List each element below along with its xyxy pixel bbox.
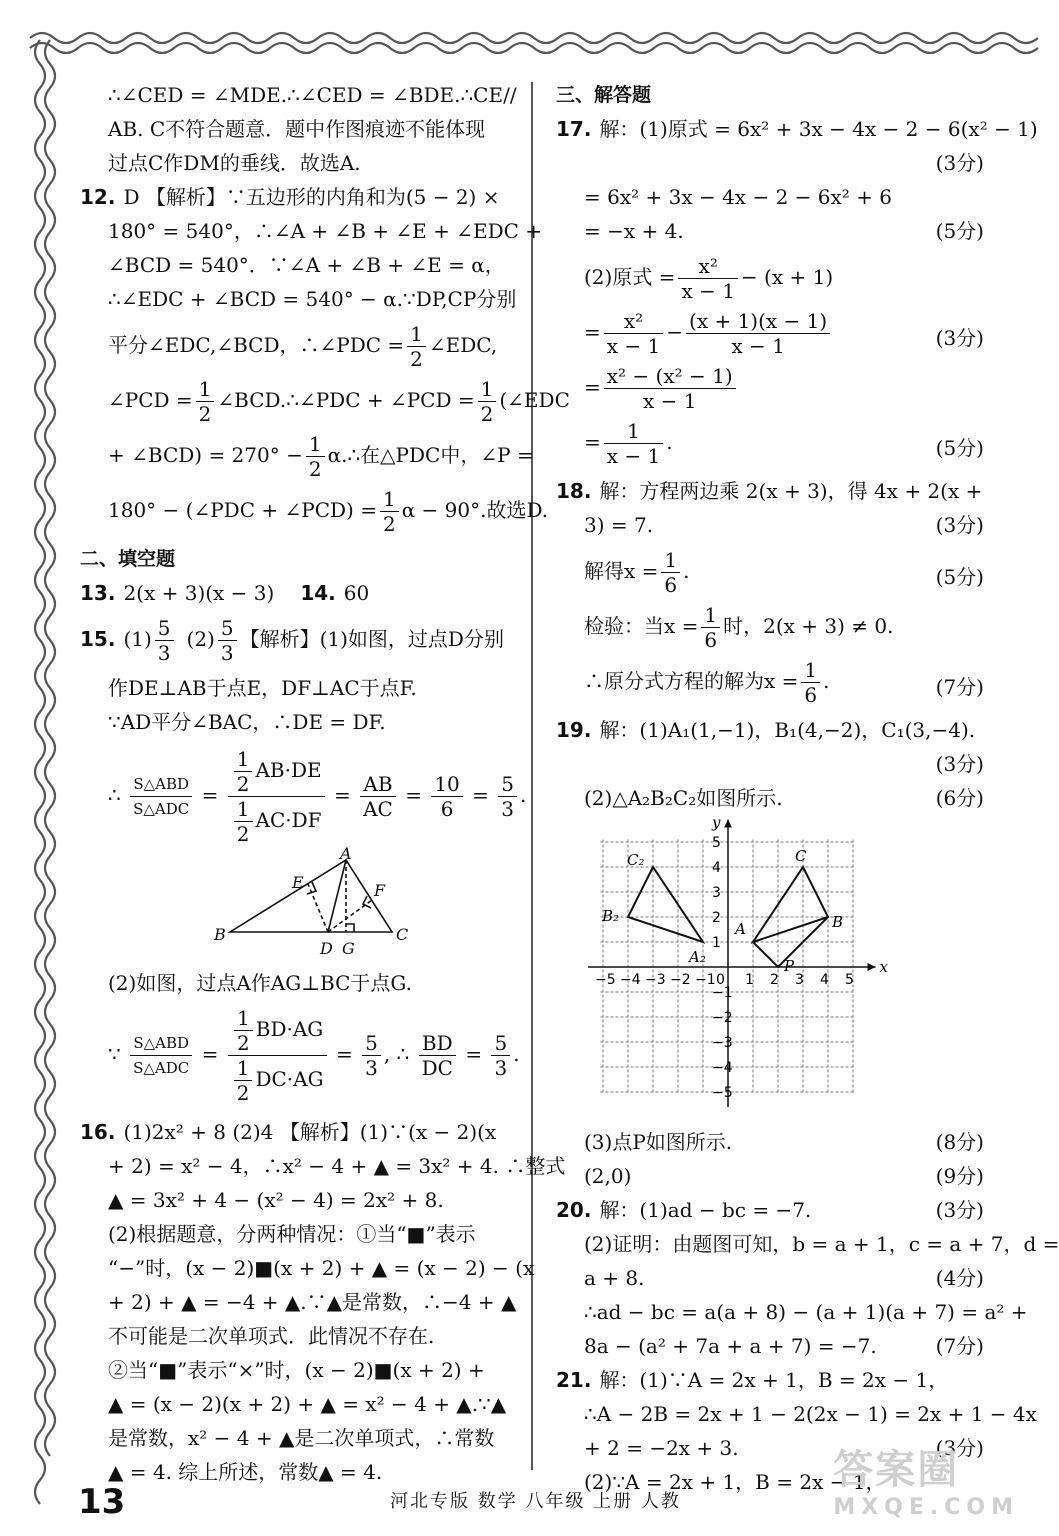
score: (5分): [935, 219, 984, 243]
frac-num: 1: [701, 603, 720, 628]
score: (5分): [935, 565, 984, 589]
equals: =: [584, 320, 601, 344]
period: .: [823, 669, 830, 693]
q12-text-7b: α.∴在△PDC中，∠P =: [327, 443, 534, 467]
q18-text-2: 3) = 7.: [584, 513, 654, 537]
y-tick-label: −4: [712, 1060, 733, 1076]
minus: −: [666, 320, 684, 344]
q14-answer: 60: [343, 581, 370, 605]
score: (5分): [935, 436, 984, 460]
q20-text-3: a + 8.: [584, 1266, 645, 1290]
half-fraction: [234, 1056, 253, 1105]
q12-line-2: 180° = 540°，∴∠A + ∠B + ∠E + ∠EDC +: [108, 219, 543, 243]
q18-text-4b: 时，2(x + 3) ≠ 0.: [723, 614, 894, 638]
label-c: C: [396, 925, 409, 944]
q12-line-6: [80, 377, 570, 426]
frac-num: [228, 1006, 327, 1056]
period: .: [683, 559, 690, 583]
x-tick-label: 2: [770, 972, 779, 988]
score: (7分): [935, 1334, 984, 1358]
q20-text-1: 解：(1)ad − bc = −7.: [599, 1198, 812, 1222]
dc-ag: DC·AG: [255, 1067, 324, 1091]
q13-number: 13.: [80, 581, 116, 605]
q12-text-7a: + ∠BCD) = 270° −: [108, 443, 303, 467]
score: (6分): [935, 786, 984, 810]
half-fraction: [380, 487, 399, 536]
q17-text-4b: − (x + 1): [740, 265, 834, 289]
section-solutions: 三、解答题: [556, 84, 652, 106]
x2-over-xm1: [604, 309, 663, 358]
point-b2-label: B₂: [602, 907, 620, 925]
point-c2-label: C₂: [627, 851, 645, 869]
q19-number: 19.: [556, 718, 592, 742]
q19-text-2: (2)△A₂B₂C₂如图所示.: [584, 786, 783, 810]
because-sign: ∵: [108, 1042, 121, 1066]
frac-den: 2: [236, 822, 250, 846]
y-axis-arrow: [724, 820, 732, 828]
q16-line-9: ▲ = (x − 2)(x + 2) + ▲ = x² − 4 + ▲.∵▲: [108, 1392, 507, 1416]
q20-text-5: 8a − (a² + 7a + a + 7) = −7.: [584, 1334, 877, 1358]
half-fraction: [196, 377, 215, 426]
q12-line-4: ∴∠EDC + ∠BCD = 540° − α.∵DP,CP分别: [108, 287, 517, 311]
y-tick-label: 5: [712, 835, 721, 851]
frac-num: 1: [661, 548, 680, 573]
watermark-logo: [833, 1438, 1019, 1520]
q18-text-5: ∴原分式方程的解为x =: [584, 669, 799, 693]
q20-line-3: [556, 1261, 988, 1295]
x-axis-arrow: [868, 963, 876, 971]
q16-line-8: ②当“■”表示“×”时，(x − 2)■(x + 2) +: [108, 1358, 485, 1382]
q21-line-2: ∴A − 2B = 2x + 1 − 2(2x − 1) = 2x + 1 − 4x: [584, 1402, 1037, 1426]
equals: =: [335, 1042, 353, 1066]
frac-den: x − 1: [731, 334, 785, 358]
x-tick-label: −5: [595, 972, 616, 988]
q15-ratio-1: [80, 747, 527, 846]
q15-number: 15.: [80, 627, 116, 651]
x-tick-label: −3: [645, 972, 666, 988]
frac-num: S△ABD: [130, 1031, 192, 1056]
period: .: [666, 430, 673, 454]
q15-line-1: [80, 616, 512, 665]
q12-text-6a: ∠PCD =: [108, 388, 193, 412]
q17-line-6: [556, 364, 988, 413]
q16-line-4: (2)根据题意，分两种情况：①当“■”表示: [108, 1222, 476, 1246]
score: (4分): [935, 1266, 984, 1290]
score: (3分): [935, 752, 984, 776]
q12-text-5a: 平分∠EDC,∠BCD，∴∠PDC =: [108, 333, 405, 357]
score: (9分): [935, 1164, 984, 1188]
ab-de: AB·DE: [255, 758, 322, 782]
point-p-label: P: [784, 957, 795, 975]
q17-text-3: = −x + 4.: [584, 219, 684, 243]
origin-label: 0: [716, 972, 725, 988]
bd-dc-ratio: [419, 1031, 456, 1080]
product-over-xm1: [686, 309, 830, 358]
q17-line-7: [556, 419, 988, 468]
q20-number: 20.: [556, 1198, 592, 1222]
equals: =: [201, 1042, 219, 1066]
point-c-label: C: [795, 847, 807, 865]
q18-text-1: 解：方程两边乘 2(x + 3)，得 4x + 2(x +: [599, 479, 983, 503]
q15-text-1: 【解析】(1)如图，过点D分别: [239, 627, 504, 651]
triangle-abc: [230, 860, 392, 932]
x-tick-label: 4: [820, 972, 829, 988]
q12-line-1: [80, 180, 512, 214]
q15-line-3: ∵AD平分∠BAC，∴DE = DF.: [108, 710, 386, 734]
q16-line-10: 是常数，x² − 4 + ▲是二次单项式，∴常数: [108, 1426, 495, 1450]
frac-den: S△ADC: [133, 800, 190, 818]
q20-line-2: (2)证明：由题图可知，b = a + 1，c = a + 7，d =: [584, 1232, 1059, 1256]
book-info: 河北专版 数学 八年级 上册 人教: [390, 1491, 681, 1512]
q12-text-1: D 【解析】∵五边形的内角和为(5 − 2) ×: [123, 185, 500, 209]
frac-num: 1: [234, 1056, 253, 1081]
triangle-abc: [753, 867, 828, 942]
right-angle-g: [346, 924, 354, 932]
equals: =: [405, 783, 422, 807]
q21-line-4: (2)∵A = 2x + 1，B = 2x − 1，: [584, 1470, 886, 1494]
q15-line-2: 作DE⊥AB于点E，DF⊥AC于点F.: [108, 676, 417, 700]
q14-number: 14.: [300, 581, 336, 605]
y-tick-label: 2: [712, 910, 721, 926]
score: (3分): [935, 151, 984, 175]
x-tick-label: −2: [670, 972, 691, 988]
q18-number: 18.: [556, 479, 592, 503]
label-g: G: [342, 939, 355, 958]
frac-den: x − 1: [606, 444, 661, 468]
q19-line-3: [556, 1125, 988, 1159]
x2-over-xm1: [678, 254, 737, 303]
half-fraction: [478, 377, 497, 426]
q17-line-5: [556, 309, 988, 358]
area-formula-2: [228, 1006, 327, 1105]
q19-line-1: [556, 713, 988, 747]
triangle-figure: [80, 844, 512, 966]
frac-num: 1: [234, 797, 253, 822]
right-column: [556, 78, 1059, 1499]
frac-den: 6: [704, 628, 718, 652]
label-b: B: [214, 925, 226, 944]
area-ratio: [130, 1031, 192, 1080]
one-over-xm1: [604, 419, 663, 468]
q17-number: 17.: [556, 117, 592, 141]
frac-num: 1: [478, 377, 497, 402]
coordinate-grid: [556, 815, 988, 1125]
area-formula: [228, 747, 325, 846]
frame-left-wave: [35, 40, 45, 1504]
q17-line-4: [556, 254, 988, 303]
frac-num: 5: [155, 616, 174, 641]
segment-ad: [328, 860, 346, 932]
q17-line-2: = 6x² + 3x − 4x − 2 − 6x² + 6: [584, 185, 892, 209]
q20-line-5: [556, 1329, 988, 1363]
label-e: E: [292, 873, 304, 892]
frac-num: 5: [491, 1031, 510, 1056]
ab-ac-ratio: [360, 772, 396, 821]
q19-text-3: (3)点P如图所示.: [584, 1130, 733, 1154]
q21-line-1: [556, 1363, 988, 1397]
y-tick-label: 1: [712, 935, 721, 951]
q16-number: 16.: [80, 1120, 116, 1144]
y-tick-label: −2: [712, 1010, 733, 1026]
frac-den: 3: [365, 1056, 378, 1080]
point-b-label: B: [832, 913, 844, 931]
q15-answer2: [218, 616, 237, 665]
frac-num: 1: [380, 487, 399, 512]
watermark-url: MXQE.COM: [833, 1495, 1019, 1520]
frac-den: 2: [480, 402, 494, 426]
q12-line-3: ∠BCD = 540°．∵∠A + ∠B + ∠E = α，: [108, 253, 505, 277]
frac-num: AB: [360, 772, 396, 797]
half-fraction: [407, 322, 426, 371]
x-tick-label: −1: [695, 972, 716, 988]
equals: =: [465, 1042, 483, 1066]
frac-den: 2: [410, 347, 423, 371]
q15-answer1: [155, 616, 174, 665]
q12-line-7: [80, 432, 534, 481]
frac-den: AC: [363, 797, 393, 821]
q15-ratio-2: [80, 1006, 520, 1105]
frac-num: 1: [801, 658, 820, 683]
q13-answer: 2(x + 3)(x − 3): [123, 581, 275, 605]
q16-line-2: + 2) = x² − 4，∴x² − 4 + ▲ = 3x² + 4. ∴整式: [108, 1154, 566, 1178]
q16-line-6: + 2) + ▲ = −4 + ▲.∵▲是常数，∴−4 + ▲: [108, 1290, 517, 1314]
equals: =: [584, 375, 601, 399]
frac-den: 6: [664, 573, 678, 597]
frac-den: S△ADC: [133, 1059, 190, 1077]
half-fraction: [234, 747, 253, 796]
frac-den: x − 1: [642, 389, 697, 413]
frame-top-wave: [30, 33, 1038, 43]
q17-text-1: 解：(1)原式 = 6x² + 3x − 4x − 2 − 6(x² − 1): [599, 117, 1038, 141]
frac-den: 2: [236, 1081, 250, 1105]
equals: =: [584, 430, 601, 454]
equals: =: [333, 783, 351, 807]
frac-num: x² − (x² − 1): [604, 364, 736, 389]
frac-den: 3: [494, 1056, 508, 1080]
five-three: [362, 1031, 381, 1080]
frac-num: 1: [306, 432, 325, 457]
comma-therefore: , ∴: [383, 1042, 410, 1066]
q21-number: 21.: [556, 1368, 592, 1392]
frac-den: 3: [157, 641, 171, 665]
bd-ag: BD·AG: [255, 1017, 324, 1041]
watermark-text: 答案圈: [833, 1447, 960, 1493]
q18-text-4a: 检验：当x =: [584, 614, 699, 638]
frac-den: DC: [421, 1056, 453, 1080]
frac-num: 1: [604, 419, 663, 444]
q12-number: 12.: [80, 185, 116, 209]
frac-den: 6: [440, 797, 454, 821]
q19-line-4: [556, 1159, 988, 1193]
left-column: [80, 78, 570, 1489]
q18-line-5: [556, 658, 988, 707]
q17-score-1-row: [556, 146, 988, 180]
difference-over-xm1: [604, 364, 736, 413]
q17-line-1: [556, 112, 1038, 146]
half-fraction: [234, 1006, 253, 1055]
frac-num: 5: [362, 1031, 381, 1056]
frac-den: 2: [236, 772, 250, 796]
q12-text-8b: α − 90°.故选D.: [401, 498, 549, 522]
frac-num: x²: [604, 309, 663, 334]
q18-text-3: 解得x =: [584, 559, 659, 583]
q20-line-4: ∴ad − bc = a(a + 8) − (a + 1)(a + 7) = a² +: [584, 1300, 1028, 1324]
frame-top-wave-2: [30, 43, 1038, 53]
q11-line-3: 过点C作DM的垂线．故选A.: [108, 151, 361, 175]
ac-df: AC·DF: [255, 808, 322, 832]
period: .: [513, 1042, 520, 1066]
label-a: A: [340, 844, 352, 863]
q12-line-8: [80, 487, 549, 536]
score: (3分): [935, 326, 984, 350]
frac-den: 6: [804, 683, 818, 707]
label-d: D: [320, 939, 333, 958]
frame-left-wave-2: [45, 40, 55, 1456]
x-tick-label: −4: [620, 972, 641, 988]
frac-num: 1: [407, 322, 426, 347]
score: (3分): [935, 1436, 984, 1460]
q18-line-2: [556, 508, 988, 542]
frac-den: 2: [198, 402, 212, 426]
y-axis-label: y: [712, 813, 721, 832]
q19-score-1-row: [556, 747, 988, 781]
q16-line-3: ▲ = 3x² + 4 − (x² − 4) = 2x² + 8.: [108, 1188, 444, 1212]
five-three: [498, 772, 517, 821]
frac-den: [228, 797, 325, 846]
point-a-label: A: [735, 920, 746, 938]
frac-den: x − 1: [681, 279, 735, 303]
q20-line-1: [556, 1193, 988, 1227]
q17-text-4a: (2)原式 =: [584, 265, 676, 289]
q19-text-1: 解：(1)A₁(1,−1)，B₁(4,−2)，C₁(3,−4).: [599, 718, 976, 742]
y-tick-label: 3: [712, 885, 721, 901]
q21-text-1: 解：(1)∵A = 2x + 1，B = 2x − 1，: [599, 1368, 949, 1392]
q17-line-3: [556, 214, 988, 248]
q21-text-3: + 2 = −2x + 3.: [584, 1436, 739, 1460]
q12-text-6b: ∠BCD.∴∠PDC + ∠PCD =: [217, 388, 475, 412]
equals: =: [201, 783, 219, 807]
q16-line-5: “−”时，(x − 2)■(x + 2) + ▲ = (x − 2) − (x: [108, 1256, 535, 1280]
q18-line-1: [556, 474, 988, 508]
y-tick-label: 4: [712, 860, 721, 876]
half-fraction: [234, 797, 253, 846]
label-f: F: [374, 881, 386, 900]
score: (8分): [935, 1130, 984, 1154]
frac-den: 2: [308, 457, 322, 481]
triangle-a2b2c2: [628, 867, 703, 942]
y-tick-label: −1: [712, 985, 733, 1001]
frac-num: BD: [419, 1031, 456, 1056]
q19-line-2: [556, 781, 988, 815]
q15-part2: (2): [186, 627, 215, 651]
x-tick-label: 1: [745, 972, 754, 988]
q15-part1: (1): [123, 627, 152, 651]
one-sixth: [661, 548, 680, 597]
frac-den: x − 1: [606, 334, 661, 358]
q16-line-7: 不可能是二次单项式．此情况不存在.: [108, 1324, 435, 1348]
y-tick-label: −5: [712, 1085, 733, 1101]
x-tick-label: 3: [795, 972, 804, 988]
q12-text-8a: 180° − (∠PDC + ∠PCD) =: [108, 498, 377, 522]
q16-line-11: ▲ = 4. 综上所述，常数▲ = 4.: [108, 1460, 383, 1484]
score: (7分): [935, 675, 984, 699]
ten-six: [431, 772, 462, 821]
frac-num: [228, 747, 325, 797]
one-sixth: [801, 658, 820, 707]
frac-num: (x + 1)(x − 1): [686, 309, 830, 334]
equals: =: [472, 783, 489, 807]
segment-de: [308, 884, 328, 932]
period: .: [520, 783, 527, 807]
q11-line-2: AB. C不符合题意．题中作图痕迹不能体现: [108, 117, 486, 141]
q16-line-1: [80, 1115, 512, 1149]
area-ratio: [130, 772, 192, 821]
frac-den: 2: [382, 512, 396, 536]
frac-num: 1: [234, 1006, 253, 1031]
frac-num: S△ABD: [130, 772, 192, 797]
frac-num: x²: [678, 254, 737, 279]
therefore-sign: ∴: [108, 783, 121, 807]
q12-text-5b: ∠EDC,: [428, 333, 498, 357]
frac-den: 3: [220, 641, 234, 665]
x-tick-label: 5: [845, 972, 854, 988]
half-fraction: [306, 432, 325, 481]
x-axis-label: x: [879, 958, 888, 976]
y-tick-label: −3: [712, 1035, 733, 1051]
five-three: [491, 1031, 510, 1080]
point-a2-label: A₂: [689, 948, 706, 966]
score: (3分): [935, 513, 984, 537]
q18-line-3: [556, 548, 988, 597]
q19-text-4: (2,0): [584, 1164, 632, 1188]
section-fill-blank: 二、填空题: [80, 548, 176, 570]
page-number: 13: [78, 1482, 126, 1522]
q15-line-4: (2)如图，过点A作AG⊥BC于点G.: [108, 971, 412, 995]
frac-den: 2: [237, 1031, 250, 1055]
frac-num: 1: [234, 747, 253, 772]
q13-q14-line: [80, 576, 512, 610]
q12-text-6c: (∠EDC: [499, 388, 570, 412]
q11-line-1: ∴∠CED = ∠MDE.∴∠CED = ∠BDE.∴CE//: [108, 83, 517, 107]
page-footer: [78, 1482, 125, 1522]
frac-den: 3: [501, 797, 514, 821]
one-sixth: [701, 603, 720, 652]
frac-num: 5: [498, 772, 517, 797]
q12-line-5: [80, 322, 512, 371]
frac-num: 5: [218, 616, 237, 641]
frac-num: 10: [431, 772, 462, 797]
frac-den: [228, 1056, 327, 1105]
frac-num: 1: [196, 377, 215, 402]
q16-text-1: (1)2x² + 8 (2)4 【解析】(1)∵(x − 2)(x: [123, 1120, 497, 1144]
q18-line-4: [556, 603, 988, 652]
score: (3分): [935, 1198, 984, 1222]
